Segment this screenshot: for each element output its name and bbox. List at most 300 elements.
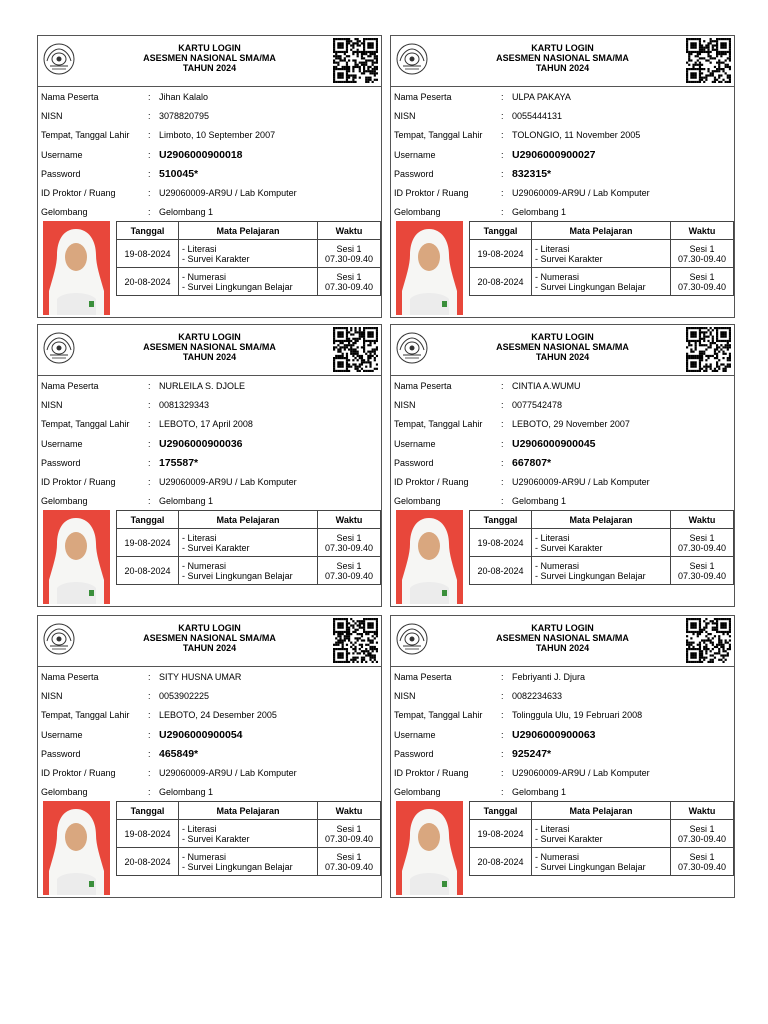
qr-module	[707, 47, 709, 49]
colon: :	[501, 710, 504, 721]
schedule-table	[116, 510, 381, 585]
qr-module	[712, 637, 714, 639]
qr-module	[686, 657, 688, 659]
qr-module	[339, 631, 341, 633]
qr-module	[333, 366, 335, 368]
qr-module	[372, 657, 374, 659]
qr-module	[688, 57, 690, 59]
qr-module	[705, 59, 707, 61]
qr-module	[335, 327, 337, 329]
qr-module	[365, 618, 367, 620]
qr-module	[346, 359, 348, 361]
qr-module	[686, 40, 688, 42]
qr-module	[346, 64, 348, 66]
qr-module	[359, 70, 361, 72]
qr-module	[333, 363, 335, 365]
qr-module	[720, 336, 722, 338]
qr-module	[354, 327, 356, 329]
qr-module	[716, 344, 718, 346]
qr-module	[367, 650, 369, 652]
qr-module	[695, 74, 697, 76]
value-nisn: 0077542478	[512, 400, 563, 411]
qr-module	[367, 351, 369, 353]
qr-module	[695, 624, 697, 626]
qr-module	[697, 355, 699, 357]
qr-module	[688, 355, 690, 357]
qr-module	[697, 631, 699, 633]
qr-module	[374, 327, 376, 329]
qr-module	[699, 342, 701, 344]
qr-module	[348, 633, 350, 635]
qr-module	[369, 366, 371, 368]
qr-module	[337, 361, 339, 363]
qr-module	[346, 353, 348, 355]
qr-module	[710, 661, 712, 663]
qr-module	[374, 368, 376, 370]
colon: :	[148, 400, 151, 411]
qr-module	[372, 370, 374, 372]
qr-module	[718, 631, 720, 633]
qr-module	[339, 42, 341, 44]
qr-module	[729, 338, 731, 340]
qr-module	[699, 81, 701, 83]
qr-module	[339, 652, 341, 654]
qr-module	[333, 346, 335, 348]
qr-module	[710, 72, 712, 74]
qr-module	[344, 51, 346, 53]
qr-module	[337, 57, 339, 59]
qr-module	[714, 49, 716, 51]
qr-module	[710, 331, 712, 333]
qr-module	[348, 55, 350, 57]
label-password: Password	[394, 168, 434, 179]
qr-module	[707, 53, 709, 55]
qr-module	[690, 370, 692, 372]
qr-module	[727, 648, 729, 650]
row-username	[41, 146, 379, 165]
qr-module	[339, 639, 341, 641]
qr-module	[333, 633, 335, 635]
qr-module	[363, 49, 365, 51]
qr-module	[690, 51, 692, 53]
qr-module	[374, 68, 376, 70]
qr-module	[357, 637, 359, 639]
qr-module	[363, 62, 365, 64]
qr-module	[361, 64, 363, 66]
qr-module	[729, 357, 731, 359]
qr-module	[705, 631, 707, 633]
colon: :	[501, 729, 504, 740]
qr-module	[359, 336, 361, 338]
qr-module	[352, 47, 354, 49]
qr-module	[339, 77, 341, 79]
qr-module	[707, 336, 709, 338]
qr-module	[359, 44, 361, 46]
qr-module	[363, 652, 365, 654]
qr-module	[718, 38, 720, 40]
qr-module	[346, 652, 348, 654]
colon: :	[148, 111, 151, 122]
qr-module	[688, 646, 690, 648]
qr-module	[342, 340, 344, 342]
label-nisn: NISN	[394, 400, 416, 411]
qr-module	[363, 336, 365, 338]
qr-module	[729, 363, 731, 365]
row-nisn	[41, 396, 379, 415]
qr-module	[710, 650, 712, 652]
qr-module	[714, 657, 716, 659]
cell-mapel	[532, 848, 671, 876]
qr-module	[342, 81, 344, 83]
qr-module	[729, 336, 731, 338]
qr-module	[363, 70, 365, 72]
qr-module	[342, 618, 344, 620]
qr-module	[690, 631, 692, 633]
colon: :	[148, 748, 151, 759]
qr-module	[690, 661, 692, 663]
qr-module	[697, 59, 699, 61]
card-header	[38, 36, 381, 87]
qr-module	[716, 629, 718, 631]
qr-module	[720, 44, 722, 46]
qr-module	[348, 59, 350, 61]
qr-module	[357, 66, 359, 68]
qr-module	[363, 331, 365, 333]
qr-module	[705, 648, 707, 650]
qr-module	[725, 47, 727, 49]
qr-module	[333, 49, 335, 51]
qr-module	[703, 51, 705, 53]
qr-module	[342, 631, 344, 633]
qr-module	[335, 38, 337, 40]
emblem-icon	[41, 330, 77, 366]
qr-module	[712, 47, 714, 49]
qr-module	[718, 346, 720, 348]
waktu-sesi: Sesi 1	[336, 823, 362, 834]
qr-module	[725, 331, 727, 333]
mapel-line: - Survei Lingkungan Belajar	[182, 861, 293, 872]
qr-module	[359, 333, 361, 335]
qr-module	[692, 624, 694, 626]
qr-module	[346, 38, 348, 40]
qr-module	[352, 79, 354, 81]
qr-module	[376, 42, 378, 44]
qr-module	[333, 650, 335, 652]
qr-module	[722, 657, 724, 659]
row-gelombang	[41, 492, 379, 511]
qr-module	[716, 329, 718, 331]
qr-module	[699, 47, 701, 49]
value-username: U2906000900036	[159, 437, 243, 450]
qr-code-icon	[333, 327, 378, 372]
qr-module	[367, 70, 369, 72]
cell-tanggal: 20-08-2024	[470, 557, 532, 585]
qr-module	[710, 327, 712, 329]
qr-module	[369, 51, 371, 53]
qr-module	[725, 51, 727, 53]
qr-module	[729, 353, 731, 355]
qr-module	[725, 639, 727, 641]
qr-module	[690, 77, 692, 79]
qr-module	[699, 74, 701, 76]
qr-module	[335, 346, 337, 348]
qr-module	[716, 363, 718, 365]
qr-module	[350, 344, 352, 346]
qr-module	[342, 363, 344, 365]
qr-module	[369, 340, 371, 342]
qr-module	[365, 370, 367, 372]
qr-module	[716, 622, 718, 624]
qr-module	[357, 64, 359, 66]
qr-module	[367, 55, 369, 57]
qr-module	[369, 648, 371, 650]
waktu-sesi: Sesi 1	[689, 851, 715, 862]
waktu-jam: 07.30-09.40	[324, 281, 374, 292]
colon: :	[148, 149, 151, 160]
schedule-row	[470, 848, 734, 876]
qr-module	[352, 359, 354, 361]
qr-module	[714, 81, 716, 83]
qr-module	[344, 68, 346, 70]
qr-module	[357, 633, 359, 635]
qr-module	[722, 333, 724, 335]
qr-module	[727, 77, 729, 79]
qr-module	[344, 635, 346, 637]
row-gelombang	[394, 783, 732, 802]
qr-module	[695, 648, 697, 650]
qr-module	[372, 47, 374, 49]
qr-module	[365, 51, 367, 53]
qr-module	[374, 55, 376, 57]
qr-module	[333, 622, 335, 624]
qr-module	[707, 346, 709, 348]
qr-module	[346, 79, 348, 81]
qr-module	[369, 654, 371, 656]
card-title	[98, 623, 321, 653]
value-nama: SITY HUSNA UMAR	[159, 672, 242, 682]
qr-module	[344, 631, 346, 633]
cell-tanggal: 19-08-2024	[470, 820, 532, 848]
row-gelombang	[41, 203, 379, 222]
qr-module	[716, 68, 718, 70]
qr-module	[714, 44, 716, 46]
qr-module	[333, 644, 335, 646]
qr-module	[699, 53, 701, 55]
qr-module	[712, 70, 714, 72]
colon: :	[501, 438, 504, 449]
qr-module	[725, 353, 727, 355]
qr-module	[710, 642, 712, 644]
qr-module	[372, 631, 374, 633]
qr-code-icon	[686, 327, 731, 372]
qr-module	[690, 363, 692, 365]
qr-module	[344, 66, 346, 68]
qr-module	[337, 47, 339, 49]
qr-module	[688, 631, 690, 633]
header-tanggal: Tanggal	[117, 802, 179, 820]
label-nama: Nama Peserta	[394, 92, 452, 102]
qr-module	[350, 618, 352, 620]
qr-module	[346, 344, 348, 346]
qr-module	[346, 627, 348, 629]
cell-waktu	[671, 268, 734, 296]
qr-module	[363, 359, 365, 361]
header-mapel: Mata Pelajaran	[532, 222, 671, 240]
qr-module	[722, 68, 724, 70]
qr-module	[705, 639, 707, 641]
qr-module	[686, 368, 688, 370]
qr-module	[339, 55, 341, 57]
qr-module	[686, 355, 688, 357]
qr-module	[361, 72, 363, 74]
qr-module	[342, 327, 344, 329]
qr-module	[701, 353, 703, 355]
qr-module	[367, 344, 369, 346]
qr-module	[710, 55, 712, 57]
qr-module	[725, 642, 727, 644]
qr-module	[372, 622, 374, 624]
qr-module	[710, 355, 712, 357]
qr-module	[718, 642, 720, 644]
qr-module	[346, 55, 348, 57]
qr-module	[361, 62, 363, 64]
waktu-jam: 07.30-09.40	[324, 833, 374, 844]
qr-module	[729, 629, 731, 631]
qr-module	[361, 661, 363, 663]
qr-module	[337, 652, 339, 654]
qr-module	[352, 44, 354, 46]
qr-module	[714, 70, 716, 72]
qr-module	[342, 47, 344, 49]
schedule-table	[116, 221, 381, 296]
qr-module	[692, 327, 694, 329]
qr-module	[716, 327, 718, 329]
qr-module	[348, 81, 350, 83]
qr-module	[333, 648, 335, 650]
qr-module	[716, 353, 718, 355]
qr-module	[705, 646, 707, 648]
qr-module	[354, 329, 356, 331]
qr-module	[337, 72, 339, 74]
label-password: Password	[41, 748, 81, 759]
qr-module	[710, 620, 712, 622]
qr-module	[372, 44, 374, 46]
qr-module	[367, 652, 369, 654]
qr-module	[695, 344, 697, 346]
qr-module	[720, 642, 722, 644]
colon: :	[148, 381, 151, 391]
qr-module	[376, 355, 378, 357]
qr-module	[686, 81, 688, 83]
qr-module	[333, 654, 335, 656]
qr-module	[376, 44, 378, 46]
qr-module	[692, 72, 694, 74]
qr-module	[357, 359, 359, 361]
qr-module	[710, 342, 712, 344]
qr-module	[333, 342, 335, 344]
row-proktor	[41, 184, 379, 203]
qr-module	[346, 633, 348, 635]
value-proktor: U29060009-AR9U / Lab Komputer	[512, 187, 650, 198]
qr-module	[690, 355, 692, 357]
qr-module	[722, 633, 724, 635]
qr-module	[716, 51, 718, 53]
qr-module	[729, 59, 731, 61]
emblem-icon	[41, 41, 77, 77]
qr-module	[720, 42, 722, 44]
qr-module	[352, 363, 354, 365]
qr-module	[361, 627, 363, 629]
emblem-icon	[394, 621, 430, 657]
schedule-header-row	[470, 802, 734, 820]
qr-module	[690, 654, 692, 656]
row-nama	[394, 377, 732, 396]
cell-waktu	[671, 848, 734, 876]
qr-module	[720, 631, 722, 633]
qr-module	[333, 72, 335, 74]
qr-module	[348, 622, 350, 624]
header-waktu: Waktu	[671, 802, 734, 820]
qr-module	[346, 47, 348, 49]
qr-module	[725, 346, 727, 348]
qr-module	[720, 348, 722, 350]
qr-module	[722, 631, 724, 633]
colon: :	[148, 130, 151, 141]
label-ttl: Tempat, Tanggal Lahir	[41, 419, 130, 430]
qr-module	[686, 331, 688, 333]
qr-module	[342, 336, 344, 338]
qr-module	[699, 57, 701, 59]
header-waktu: Waktu	[318, 802, 381, 820]
qr-module	[712, 370, 714, 372]
qr-module	[714, 622, 716, 624]
qr-module	[695, 64, 697, 66]
qr-module	[716, 355, 718, 357]
qr-module	[369, 44, 371, 46]
cell-mapel	[179, 557, 318, 585]
cell-mapel	[179, 268, 318, 296]
qr-module	[718, 650, 720, 652]
qr-module	[357, 652, 359, 654]
card-title	[451, 623, 674, 653]
title-line-2: ASESMEN NASIONAL SMA/MA	[143, 633, 276, 643]
qr-module	[337, 370, 339, 372]
qr-module	[703, 57, 705, 59]
qr-module	[720, 639, 722, 641]
qr-module	[339, 618, 341, 620]
qr-module	[352, 652, 354, 654]
qr-module	[686, 47, 688, 49]
colon: :	[501, 381, 504, 391]
qr-module	[363, 72, 365, 74]
qr-module	[335, 618, 337, 620]
colon: :	[148, 168, 151, 179]
value-username: U2906000900045	[512, 437, 596, 450]
qr-module	[367, 44, 369, 46]
qr-module	[357, 51, 359, 53]
waktu-sesi: Sesi 1	[689, 532, 715, 543]
qr-module	[367, 618, 369, 620]
qr-module	[690, 351, 692, 353]
qr-module	[342, 648, 344, 650]
qr-module	[718, 368, 720, 370]
qr-module	[707, 74, 709, 76]
qr-module	[699, 327, 701, 329]
qr-module	[354, 631, 356, 633]
qr-module	[365, 70, 367, 72]
qr-module	[695, 361, 697, 363]
qr-module	[350, 646, 352, 648]
